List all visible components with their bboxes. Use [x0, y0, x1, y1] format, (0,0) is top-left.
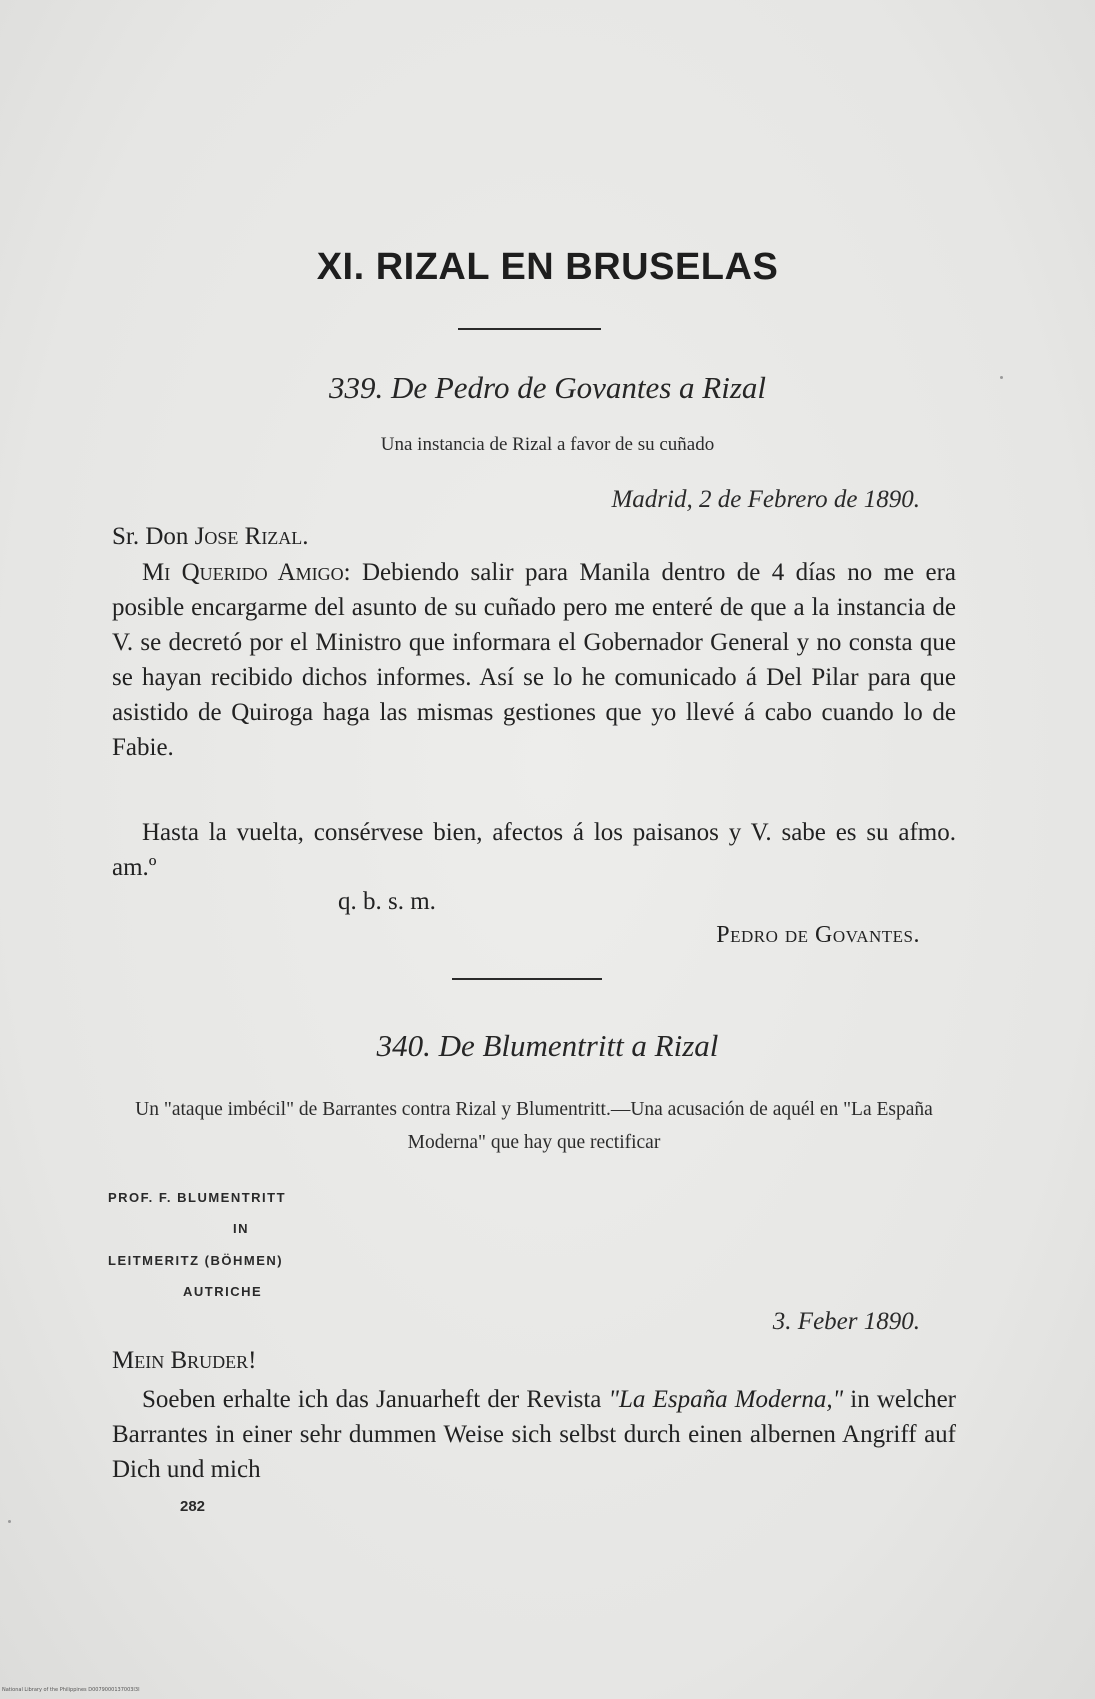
letterhead-place: LEITMERITZ (BÖHMEN) [108, 1253, 284, 1268]
letter-340-salutation: Mein Bruder! [112, 1347, 257, 1374]
paragraph-1-text: Debiendo salir para Manila dentro de 4 días no me era posible encargarme del asunto de su cuñado pero me enteré de que a la instancia de V. se decretó por el Ministro que informara el Gobernador General y no consta que se hayan recibido dichos informes. Así se lo he comunicado á Del Pilar para que asistido de Quiroga haga las mismas gestiones que yo llevé á cabo cuando lo de Fabie. [112, 559, 957, 761]
letter-339-heading: 339. De Pedro de Govantes a Rizal [328, 370, 767, 405]
scan-speck [8, 1520, 11, 1523]
letter-339-salutation [112, 523, 309, 551]
letter-340-date: 3. Feber 1890. [772, 1308, 920, 1335]
journal-title: "La España Moderna," [608, 1386, 844, 1413]
letter-339-signature: Pedro de Govantes. [716, 922, 920, 948]
scan-footer: National Library of the Philippines D0079000137003I3I [2, 1687, 140, 1693]
letterhead-country: AUTRICHE [183, 1284, 263, 1299]
letter-339-closing: q. b. s. m. [338, 888, 436, 915]
chapter-title: XI. RIZAL EN BRUSELAS [316, 246, 779, 288]
section-divider [458, 328, 601, 330]
scan-speck [1000, 376, 1003, 379]
salutation-prefix: Sr. Don [112, 523, 189, 550]
letter-339-paragraph-2: Hasta la vuelta, consérvese bien, afectos á los paisanos y V. sabe es su afmo. am.º [112, 819, 956, 881]
salutation-name: Jose Rizal. [194, 523, 309, 550]
letter-339-date: Madrid, 2 de Febrero de 1890. [611, 486, 920, 513]
letterhead-in: IN [233, 1221, 249, 1236]
paragraph-start: Soeben erhalte ich das Januarheft der Revista [142, 1386, 609, 1413]
letter-339-paragraph-1 [112, 555, 956, 765]
letter-divider [452, 978, 602, 980]
greeting: Mi Querido Amigo: [142, 559, 351, 586]
letter-340-paragraph-1 [112, 1382, 956, 1487]
letter-340-subtitle: Un "ataque imbécil" de Barrantes contra Rizal y Blumentritt.—Una acusación de aquél en "La España Moderna" que hay que rectificar [135, 1099, 933, 1153]
letterhead-name: PROF. F. BLUMENTRITT [108, 1190, 287, 1205]
letter-340-heading: 340. De Blumentritt a Rizal [376, 1028, 719, 1063]
letter-339-subtitle: Una instancia de Rizal a favor de su cuñado [380, 434, 715, 455]
paragraph-end: in welcher Barrantes in einer sehr dummen Weise sich selbst durch einen albernen Angriff auf Dich und mich [112, 1386, 956, 1483]
page-number: 282 [180, 1498, 206, 1515]
